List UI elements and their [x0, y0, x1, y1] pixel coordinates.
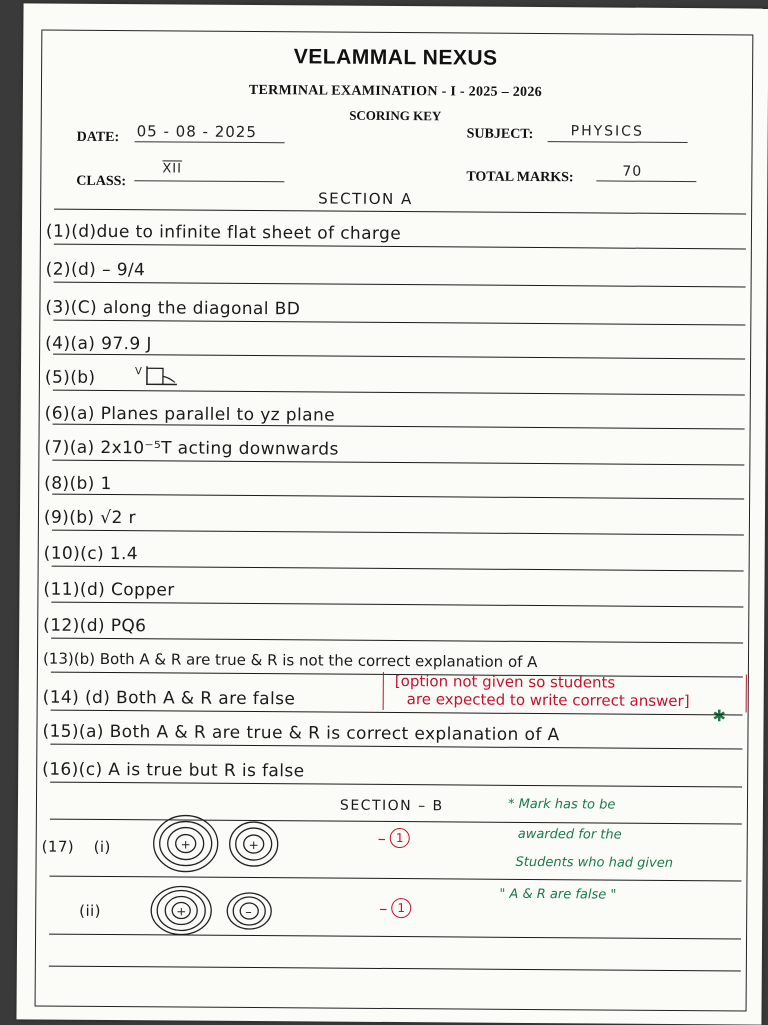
answer-3: (3)(C) along the diagonal BD [45, 297, 301, 320]
subject-value: PHYSICS [570, 123, 644, 140]
answer-8: (8)(b) 1 [44, 473, 112, 495]
answer-9: (9)(b) √2 r [43, 507, 137, 529]
answer-11: (11)(d) Copper [43, 579, 175, 601]
section-a-title: SECTION A [318, 189, 413, 209]
q17-label: (17) [41, 837, 75, 856]
green-note-line4: " A & R are false " [499, 886, 617, 903]
dash-label: – [377, 828, 386, 848]
answer-1: (1)(d)due to infinite flat sheet of charge [45, 221, 402, 245]
q17-part-i: (i) [93, 837, 111, 857]
answer-16: (16)(c) A is true but R is false [42, 759, 305, 782]
mark-circle: 1 [390, 828, 410, 848]
green-note-line1: * Mark has to be [507, 796, 616, 813]
answer-10: (10)(c) 1.4 [43, 543, 139, 565]
total-marks-label: TOTAL MARKS: [466, 169, 574, 186]
answer-5: (5)(b) [44, 367, 96, 388]
green-note-line3: Students who had given [515, 854, 674, 871]
answer-4: (4)(a) 97.9 J [45, 333, 152, 355]
svg-text:V: V [134, 366, 142, 378]
graph-sketch-icon [133, 360, 183, 388]
answer-2: (2)(d) – 9/4 [45, 259, 146, 281]
charge-plus-label: + [180, 837, 191, 852]
q14-note-line1: [option not given so students [394, 672, 616, 692]
subject-label: SUBJECT: [466, 126, 534, 142]
answer-12: (12)(d) PQ6 [43, 615, 147, 637]
mark-circle: 1 [391, 898, 411, 918]
answer-6: (6)(a) Planes parallel to yz plane [44, 403, 336, 426]
mark-award-ii [379, 898, 411, 918]
charge-plus-label: + [248, 838, 259, 853]
q14-note-line2: are expected to write correct answer] [406, 690, 690, 711]
green-note-line2: awarded for the [517, 826, 622, 843]
date-value: 05 - 08 - 2025 [136, 122, 257, 142]
mark-award-i [378, 828, 410, 848]
dash-label: – [379, 898, 388, 918]
answer-7: (7)(a) 2x10⁻⁵T acting downwards [44, 437, 339, 460]
total-marks-value: 70 [622, 163, 643, 180]
field-lines-like-charges-icon [145, 810, 295, 877]
answer-sheet [16, 3, 768, 1024]
date-label: DATE: [76, 129, 120, 146]
field-lines-unlike-charges-icon [145, 884, 295, 937]
answer-15: (15)(a) Both A & R are true & R is correct explanation of A [42, 721, 560, 746]
charge-minus-label: – [245, 904, 252, 921]
section-b-title: SECTION – B [339, 797, 444, 815]
answer-14: (14) (d) Both A & R are false [42, 687, 296, 710]
answer-13: (13)(b) Both A & R are true & R is not the correct explanation of A [42, 649, 538, 672]
q17-part-ii: (ii) [79, 901, 101, 920]
class-value: $\overline{XII}$ [162, 161, 183, 177]
charge-plus-label: + [176, 904, 187, 919]
asterisk-icon: ✱ [712, 708, 727, 726]
class-label: CLASS: [76, 173, 127, 190]
school-name: VELAMMAL NEXUS [293, 45, 498, 70]
scoring-key-title: SCORING KEY [349, 107, 442, 124]
exam-title: TERMINAL EXAMINATION - I - 2025 – 2026 [248, 82, 543, 101]
